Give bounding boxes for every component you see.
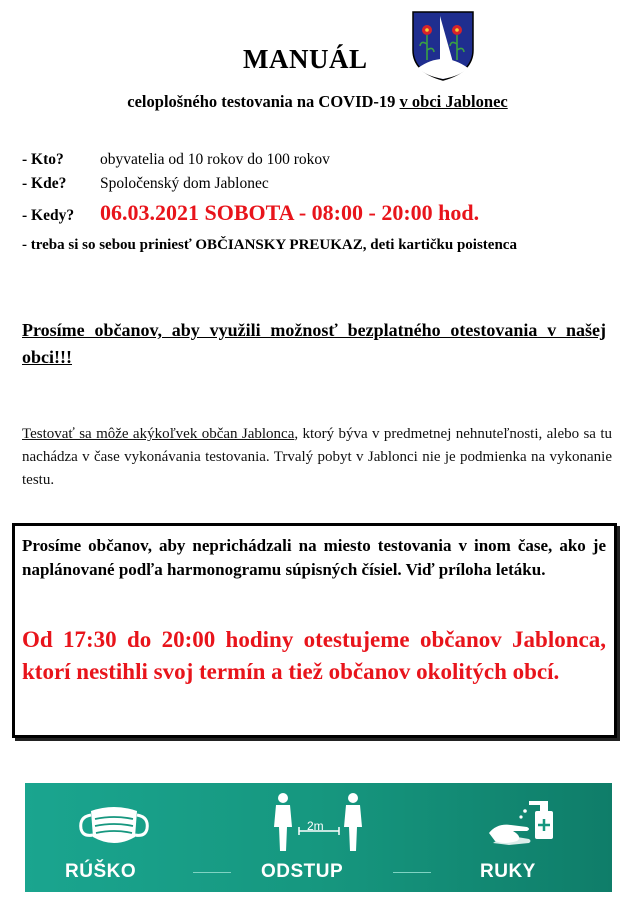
face-mask-icon: [77, 803, 151, 851]
who-row: [22, 151, 330, 169]
bring-documents-note: [22, 234, 612, 256]
safety-banner: [25, 783, 612, 892]
subtitle: [0, 92, 635, 112]
subtitle-village: v obci Jablonec: [399, 92, 508, 111]
bring-text-rest: , deti kartičku poistenca: [362, 237, 517, 253]
where-value: Spoločenský dom Jablonec: [100, 175, 269, 192]
who-label: - Kto?: [22, 151, 64, 168]
page-title: MANUÁL: [243, 44, 368, 74]
when-label: - Kedy?: [22, 207, 75, 224]
separator: [193, 872, 231, 873]
hand-sanitizer-icon: [487, 793, 557, 851]
village-coat-of-arms-icon: [410, 10, 476, 82]
eligibility-highlight: Testovať sa môže akýkoľvek občan Jablonca: [22, 426, 295, 442]
subtitle-text: celoplošného testovania na COVID-19: [127, 92, 400, 111]
bring-text: - treba si so sebou priniesť: [22, 237, 196, 253]
bring-id-card: OBČIANSKY PREUKAZ: [195, 237, 363, 253]
mask-label: RÚŠKO: [65, 861, 137, 882]
appeal-heading: Prosíme občanov, aby využili možnosť bezplatného otestovania v našej obci!!!: [22, 320, 606, 367]
eligibility-rest: , ktorý býva v predmetnej nehnuteľnosti, alebo sa tu nachádza v čase vykonávania testovania. Trvalý pobyt v Jablonci nie je podmienka na vykonanie testu.: [22, 426, 613, 488]
when-value: 06.03.2021 SOBOTA - 08:00 - 20:00 hod.: [100, 200, 480, 225]
notice-late-testing-text: Od 17:30 do 20:00 hodiny otestujeme občanov Jablonca, ktorí nestihli svoj termín a tiež občanov okolitých obcí.: [22, 627, 606, 684]
where-label: - Kde?: [22, 175, 67, 192]
hands-label: RUKY: [480, 861, 536, 882]
notice-schedule-text: Prosíme občanov, aby neprichádzali na miesto testovania v inom čase, ako je naplánované podľa harmonogramu súpisných čísiel. Viď príloha letáku.: [22, 536, 606, 579]
distance-label: ODSTUP: [261, 861, 344, 882]
who-value: obyvatelia od 10 rokov do 100 rokov: [100, 151, 330, 168]
when-row: [22, 200, 479, 226]
eligibility-paragraph: [22, 423, 612, 492]
distance-value: 2m: [307, 819, 324, 833]
where-row: [22, 175, 269, 193]
separator: [393, 872, 431, 873]
